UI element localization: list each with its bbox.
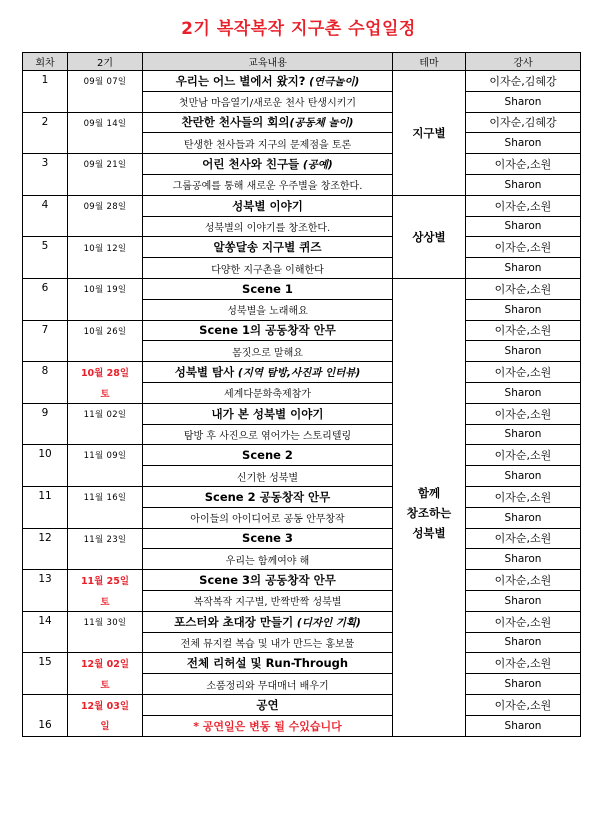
session-row-sub xyxy=(23,507,581,528)
instructor-main: 이자순,소원 xyxy=(466,694,581,715)
session-row-sub xyxy=(23,216,581,237)
session-date: 11월 25일 xyxy=(68,570,143,591)
session-date: 11월 02일 xyxy=(68,403,143,424)
session-title-cell xyxy=(143,154,393,175)
instructor-assistant: Sharon xyxy=(466,424,581,445)
session-row-main xyxy=(23,486,581,507)
session-date: 09월 14일 xyxy=(68,112,143,133)
instructor-main: 이자순,소원 xyxy=(466,445,581,466)
session-day: 토 xyxy=(68,382,143,403)
session-row-main xyxy=(23,694,581,715)
session-row-sub xyxy=(23,91,581,112)
session-row-main xyxy=(23,362,581,383)
instructor-assistant: Sharon xyxy=(466,174,581,195)
session-row-main xyxy=(23,195,581,216)
session-row-main xyxy=(23,71,581,92)
session-description: 우리는 함께여야 해 xyxy=(143,549,393,570)
session-row-main xyxy=(23,653,581,674)
session-description: * 공연일은 변동 될 수있습니다 xyxy=(143,715,393,736)
session-row-main xyxy=(23,112,581,133)
session-day xyxy=(68,91,143,112)
session-title-cell xyxy=(143,362,393,383)
session-description: 성북별의 이야기를 창조한다. xyxy=(143,216,393,237)
session-date: 10월 28일 xyxy=(68,362,143,383)
session-title-cell xyxy=(143,445,393,466)
session-date: 10월 19일 xyxy=(68,278,143,299)
session-no: 6 xyxy=(23,278,68,320)
instructor-assistant: Sharon xyxy=(466,341,581,362)
session-row-sub xyxy=(23,174,581,195)
instructor-main: 이자순,소원 xyxy=(466,195,581,216)
session-description: 탄생한 천사들과 지구의 문제점을 토론 xyxy=(143,133,393,154)
session-day xyxy=(68,216,143,237)
session-row-sub xyxy=(23,299,581,320)
session-description: 몸짓으로 말해요 xyxy=(143,341,393,362)
session-title: 공연 xyxy=(256,697,279,712)
session-row-main xyxy=(23,320,581,341)
instructor-main: 이자순,김혜강 xyxy=(466,112,581,133)
instructor-main: 이자순,소원 xyxy=(466,403,581,424)
session-row-sub xyxy=(23,424,581,445)
instructor-assistant: Sharon xyxy=(466,507,581,528)
session-description: 아이들의 아이디어로 공동 안무창작 xyxy=(143,507,393,528)
session-title: Scene 1의 공동창작 안무 xyxy=(199,323,336,338)
session-title-cell xyxy=(143,611,393,632)
session-day xyxy=(68,341,143,362)
instructor-assistant: Sharon xyxy=(466,258,581,279)
instructor-assistant: Sharon xyxy=(466,133,581,154)
instructor-assistant: Sharon xyxy=(466,674,581,695)
session-description: 세계다문화축제참가 xyxy=(143,382,393,403)
session-title-note: (디자인 기획) xyxy=(293,616,361,629)
session-description: 신기한 성북별 xyxy=(143,466,393,487)
session-description: 전체 뮤지컬 복습 및 내가 만드는 홍보물 xyxy=(143,632,393,653)
session-title-cell xyxy=(143,237,393,258)
session-title-cell xyxy=(143,320,393,341)
session-row-sub xyxy=(23,549,581,570)
session-title: Scene 2 xyxy=(242,448,293,463)
session-title-cell xyxy=(143,570,393,591)
header-row xyxy=(23,53,581,71)
session-date: 09월 21일 xyxy=(68,154,143,175)
session-day: 토 xyxy=(68,674,143,695)
session-title-note: (연극놀이) xyxy=(305,75,360,88)
session-row-sub xyxy=(23,632,581,653)
session-title: Scene 3 xyxy=(242,531,293,546)
session-row-main xyxy=(23,528,581,549)
instructor-assistant: Sharon xyxy=(466,632,581,653)
session-title-cell xyxy=(143,71,393,92)
session-title: 어린 천사와 친구들 xyxy=(202,157,300,172)
session-no: 1 xyxy=(23,71,68,113)
session-no: 5 xyxy=(23,237,68,279)
session-row-sub xyxy=(23,715,581,736)
theme-t1: 지구별 xyxy=(393,71,466,196)
session-row-main xyxy=(23,237,581,258)
session-title: 성북별 탐사 xyxy=(174,365,235,380)
session-day xyxy=(68,174,143,195)
session-date: 12월 03일 xyxy=(68,694,143,715)
instructor-assistant: Sharon xyxy=(466,91,581,112)
session-no: 2 xyxy=(23,112,68,154)
session-title-note: (공동체 놀이) xyxy=(289,117,354,130)
session-row-main xyxy=(23,154,581,175)
instructor-main: 이자순,소원 xyxy=(466,528,581,549)
session-row-sub xyxy=(23,674,581,695)
session-day: 일 xyxy=(68,715,143,736)
schedule-table xyxy=(22,52,581,737)
session-title: Scene 1 xyxy=(242,281,293,296)
page-title: 2기 복작복작 지구촌 수업일정 xyxy=(181,19,416,39)
instructor-assistant: Sharon xyxy=(466,382,581,403)
session-title-cell xyxy=(143,528,393,549)
session-day xyxy=(68,549,143,570)
session-row-sub xyxy=(23,133,581,154)
session-no: 13 xyxy=(23,570,68,612)
header-instructor: 강사 xyxy=(466,53,581,71)
header-content: 교육내용 xyxy=(143,53,393,71)
session-no: 14 xyxy=(23,611,68,653)
session-day xyxy=(68,133,143,154)
session-no: 15 xyxy=(23,653,68,695)
session-description: 복작복작 지구별, 반짝반짝 성북별 xyxy=(143,590,393,611)
session-title: 찬란한 천사들의 회의 xyxy=(181,115,290,130)
session-title-cell xyxy=(143,486,393,507)
session-date: 10월 12일 xyxy=(68,237,143,258)
session-date: 09월 07일 xyxy=(68,71,143,92)
header-term: 2기 xyxy=(68,53,143,71)
session-row-sub xyxy=(23,466,581,487)
session-no: 10 xyxy=(23,445,68,487)
header-no: 회차 xyxy=(23,53,68,71)
session-no: 4 xyxy=(23,195,68,237)
instructor-main: 이자순,소원 xyxy=(466,653,581,674)
session-row-main xyxy=(23,611,581,632)
theme-t3: 함께 창조하는 성북별 xyxy=(393,278,466,736)
session-title: Scene 3의 공동창작 안무 xyxy=(199,573,336,588)
session-row-sub xyxy=(23,590,581,611)
session-title-cell xyxy=(143,694,393,715)
session-date: 11월 16일 xyxy=(68,486,143,507)
session-date: 09월 28일 xyxy=(68,195,143,216)
instructor-main: 이자순,소원 xyxy=(466,237,581,258)
session-title: 내가 본 성북별 이야기 xyxy=(211,406,324,421)
session-no: 7 xyxy=(23,320,68,362)
session-row-sub xyxy=(23,382,581,403)
session-description: 다양한 지구촌을 이해한다 xyxy=(143,258,393,279)
session-no: 8 xyxy=(23,362,68,404)
session-date: 11월 09일 xyxy=(68,445,143,466)
session-row-main xyxy=(23,278,581,299)
session-row-sub xyxy=(23,341,581,362)
instructor-assistant: Sharon xyxy=(466,299,581,320)
session-row-sub xyxy=(23,258,581,279)
instructor-assistant: Sharon xyxy=(466,549,581,570)
session-description: 소품정리와 무대매너 배우기 xyxy=(143,674,393,695)
session-title: Scene 2 공동창작 안무 xyxy=(204,489,331,504)
session-title: 포스터와 초대장 만들기 xyxy=(174,614,294,629)
instructor-main: 이자순,소원 xyxy=(466,570,581,591)
instructor-main: 이자순,소원 xyxy=(466,486,581,507)
instructor-assistant: Sharon xyxy=(466,590,581,611)
instructor-main: 이자순,소원 xyxy=(466,362,581,383)
session-day xyxy=(68,507,143,528)
session-title-cell xyxy=(143,112,393,133)
session-row-main xyxy=(23,403,581,424)
session-row-main xyxy=(23,570,581,591)
session-title-note: (지역 탐방,사진과 인터뷰) xyxy=(234,367,361,380)
session-date: 12월 02일 xyxy=(68,653,143,674)
theme-t2: 상상별 xyxy=(393,195,466,278)
instructor-assistant: Sharon xyxy=(466,466,581,487)
session-title-note: (공예) xyxy=(299,159,333,172)
session-no: 3 xyxy=(23,154,68,196)
session-title: 성북별 이야기 xyxy=(232,198,303,213)
session-date: 10월 26일 xyxy=(68,320,143,341)
session-title-cell xyxy=(143,403,393,424)
session-date: 11월 23일 xyxy=(68,528,143,549)
instructor-main: 이자순,김혜강 xyxy=(466,71,581,92)
session-description: 그룹공예를 통해 새로운 우주별을 창조한다. xyxy=(143,174,393,195)
session-title: 우리는 어느 별에서 왔지? xyxy=(175,73,306,88)
session-description: 첫만남 마음열기/새로운 천사 탄생시키기 xyxy=(143,91,393,112)
instructor-main: 이자순,소원 xyxy=(466,278,581,299)
instructor-main: 이자순,소원 xyxy=(466,611,581,632)
session-day xyxy=(68,466,143,487)
session-description: 성북별을 노래해요 xyxy=(143,299,393,320)
instructor-assistant: Sharon xyxy=(466,216,581,237)
session-date: 11월 30일 xyxy=(68,611,143,632)
session-no-blank xyxy=(23,694,68,715)
header-theme: 테마 xyxy=(393,53,466,71)
instructor-main: 이자순,소원 xyxy=(466,320,581,341)
session-description: 탐방 후 사진으로 엮어가는 스토리텔링 xyxy=(143,424,393,445)
session-no: 11 xyxy=(23,486,68,528)
session-day xyxy=(68,299,143,320)
session-day xyxy=(68,424,143,445)
session-title: 알쏭달송 지구별 퀴즈 xyxy=(213,240,322,255)
session-no: 16 xyxy=(23,715,68,736)
session-day xyxy=(68,258,143,279)
session-day xyxy=(68,632,143,653)
instructor-main: 이자순,소원 xyxy=(466,154,581,175)
session-title: 전체 리허설 및 Run-Through xyxy=(186,656,349,671)
session-title-cell xyxy=(143,278,393,299)
instructor-assistant: Sharon xyxy=(466,715,581,736)
session-no: 9 xyxy=(23,403,68,445)
session-title-cell xyxy=(143,653,393,674)
session-day: 토 xyxy=(68,590,143,611)
session-row-main xyxy=(23,445,581,466)
session-no: 12 xyxy=(23,528,68,570)
session-title-cell xyxy=(143,195,393,216)
